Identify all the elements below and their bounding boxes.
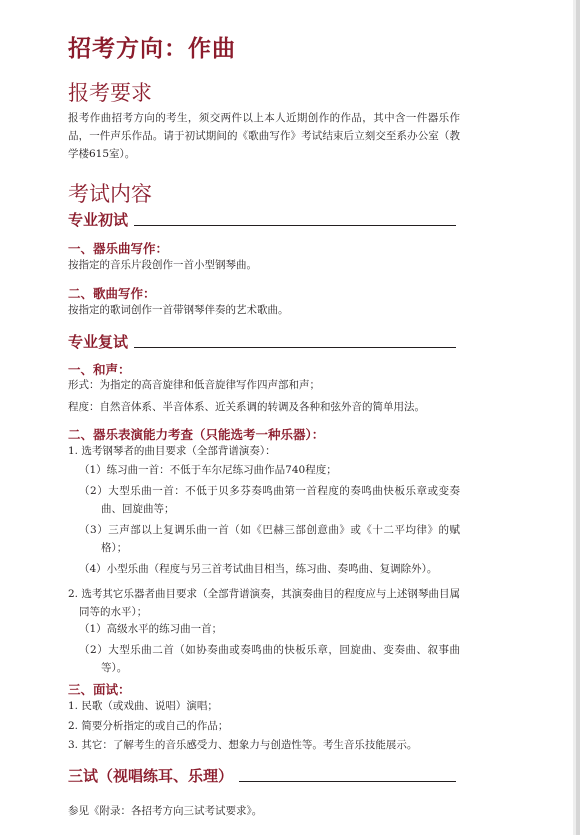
round1-item2-title: 二、歌曲写作： xyxy=(68,286,156,301)
requirements-text: 报考作曲招考方向的考生，须交两件以上本人近期创作的作品，其中含一件器乐作品，一件声乐作品。请于初试期间的《歌曲写作》考试结束后立刻交至系办公室（教学楼615室）。 xyxy=(68,112,460,160)
other-instrument-intro-wrap xyxy=(68,585,460,621)
other-item-1: （1）高级水平的练习曲一首； xyxy=(79,623,223,635)
interview-line-3: 3. 其它：了解考生的音乐感受力、想象力与创造性等。考生音乐技能展示。 xyxy=(68,739,418,751)
round1-item1-title: 一、器乐曲写作： xyxy=(68,241,169,256)
round1-rule xyxy=(134,225,456,226)
piano-intro: 1. 选考钢琴者的曲目要求（全部背谱演奏）： xyxy=(68,445,276,457)
piano-item-4: （4）小型乐曲（程度与另三首考试曲目相当，练习曲、奏鸣曲、复调除外）。 xyxy=(79,563,438,575)
harmony-level: 程度：自然音体系、半音体系、近关系调的转调及各种和弦外音的简单用法。 xyxy=(68,401,425,413)
other-instrument-list xyxy=(79,620,460,677)
round3-text: 参见《附录：各招考方向三试考试要求》。 xyxy=(68,805,263,817)
harmony-form: 形式：为指定的高音旋律和低音旋律写作四声部和声； xyxy=(68,379,320,391)
page-edge xyxy=(576,0,580,835)
piano-item-1: （1）练习曲一首：不低于车尔尼练习曲作品740程度； xyxy=(79,464,337,476)
round2-header xyxy=(68,333,456,351)
round3-rule xyxy=(239,781,456,782)
other-item-2: （2）大型乐曲二首（如协奏曲或奏鸣曲的快板乐章，回旋曲、变奏曲、叙事曲等）。 xyxy=(79,644,460,674)
interview-title: 三、面试： xyxy=(68,682,131,697)
round1-header xyxy=(68,211,456,229)
page-title: 招考方向：作曲 xyxy=(68,36,236,62)
piano-list xyxy=(79,461,460,578)
other-instrument-intro: 2. 选考其它乐器者曲目要求（全部背谱演奏，其演奏曲目的程度应与上述钢琴曲目属同等的水平）； xyxy=(68,588,460,618)
round3-label: 三试（视唱练耳、乐理） xyxy=(68,767,234,785)
instrument-title: 二、器乐表演能力考查（只能选考一种乐器）： xyxy=(68,427,325,442)
round1-item1-text: 按指定的音乐片段创作一首小型钢琴曲。 xyxy=(68,259,257,271)
round1-item2-text: 按指定的歌词创作一首带钢琴伴奏的艺术歌曲。 xyxy=(68,304,289,316)
requirements-heading: 报考要求 xyxy=(68,81,152,105)
round3-header xyxy=(68,767,456,785)
round2-rule xyxy=(134,347,456,348)
interview-line-1: 1. 民歌（或戏曲、说唱）演唱； xyxy=(68,700,218,712)
round2-label: 专业复试 xyxy=(68,333,129,351)
piano-item-3: （3）三声部以上复调乐曲一首（如《巴赫三部创意曲》或《十二平均律》的赋格）； xyxy=(79,524,460,554)
interview-line-2: 2. 简要分析指定的或自己的作品； xyxy=(68,720,229,732)
piano-item-2: （2）大型乐曲一首：不低于贝多芬奏鸣曲第一首程度的奏鸣曲快板乐章或变奏曲、回旋曲等； xyxy=(79,485,460,515)
round1-label: 专业初试 xyxy=(68,211,129,229)
exam-content-heading: 考试内容 xyxy=(68,182,152,206)
harmony-title: 一、和声： xyxy=(68,362,131,377)
